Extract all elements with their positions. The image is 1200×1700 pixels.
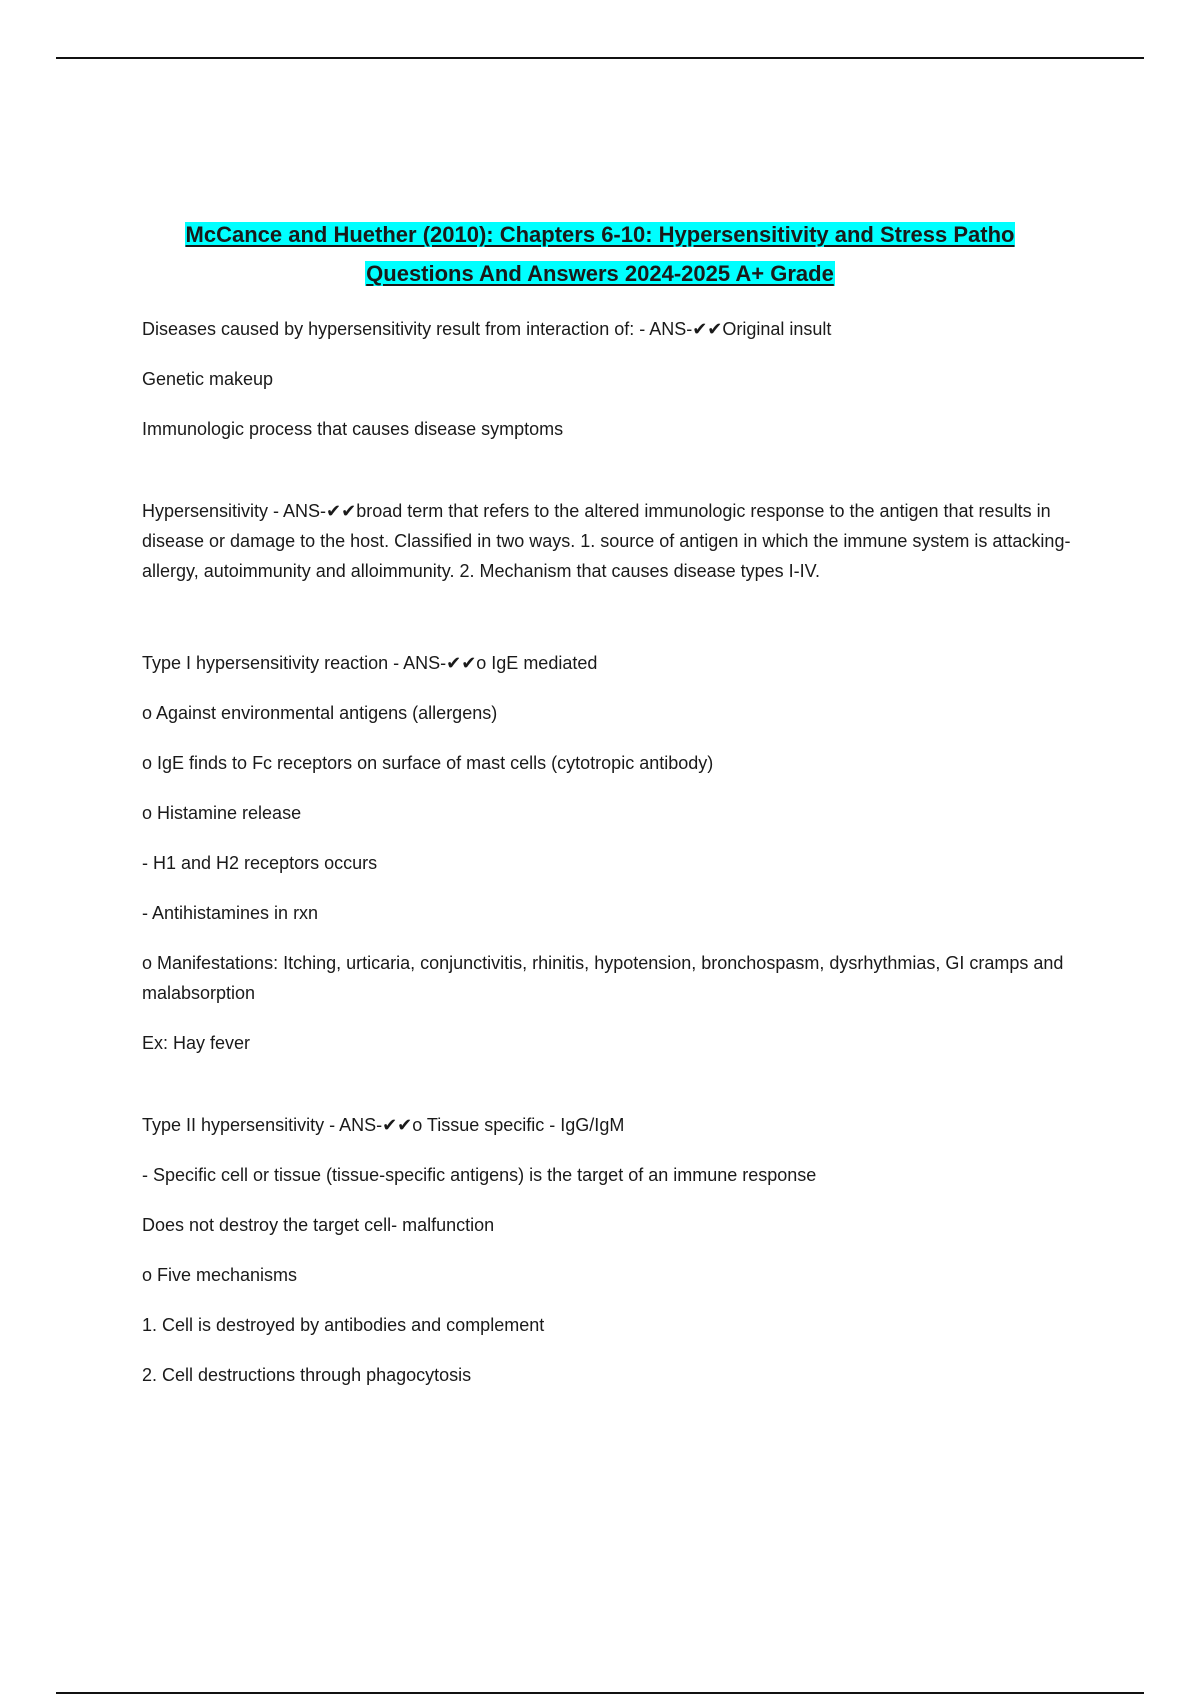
paragraph: o IgE finds to Fc receptors on surface of mast cells (cytotropic antibody) <box>142 753 714 773</box>
paragraph: Does not destroy the target cell- malfunction <box>142 1215 495 1235</box>
paragraph: - H1 and H2 receptors occurs <box>142 853 378 873</box>
document-title <box>100 215 1100 293</box>
footer-rule <box>56 1692 1144 1694</box>
paragraph: Diseases caused by hypersensitivity result from interaction of: - ANS-✔✔Original insult <box>142 319 832 339</box>
title-line-1: McCance and Huether (2010): Chapters 6-10: Hypersensitivity and Stress Patho <box>185 222 1015 247</box>
paragraph: - Antihistamines in rxn <box>142 903 319 923</box>
document-body <box>142 314 1072 1410</box>
paragraph: - Specific cell or tissue (tissue-specific antigens) is the target of an immune response <box>142 1165 817 1185</box>
paragraph: o Histamine release <box>142 803 302 823</box>
paragraph: o Against environmental antigens (allergens) <box>142 703 498 723</box>
header-rule <box>56 57 1144 59</box>
paragraph: 1. Cell is destroyed by antibodies and complement <box>142 1315 545 1335</box>
paragraph: 2. Cell destructions through phagocytosis <box>142 1365 472 1385</box>
paragraph: Immunologic process that causes disease symptoms <box>142 419 564 439</box>
paragraph: Ex: Hay fever <box>142 1033 251 1053</box>
paragraph: Type II hypersensitivity - ANS-✔✔o Tissue specific - IgG/IgM <box>142 1115 625 1135</box>
paragraph: Type I hypersensitivity reaction - ANS-✔✔o IgE mediated <box>142 653 598 673</box>
paragraph: o Manifestations: Itching, urticaria, conjunctivitis, rhinitis, hypotension, bronchospasm, dysrhythmias, GI cramps and malabsorption <box>142 953 1064 1003</box>
paragraph: Genetic makeup <box>142 369 274 389</box>
paragraph: Hypersensitivity - ANS-✔✔broad term that refers to the altered immunologic response to the antigen that results in disease or damage to the host. Classified in two ways. 1. source of antigen in which the immune system is attacking- allergy, autoimmunity and alloimmunity. 2. Mechanism that causes disease types I-IV. <box>142 501 1071 581</box>
paragraph: o Five mechanisms <box>142 1265 298 1285</box>
title-line-2: Questions And Answers 2024-2025 A+ Grade <box>366 261 834 286</box>
